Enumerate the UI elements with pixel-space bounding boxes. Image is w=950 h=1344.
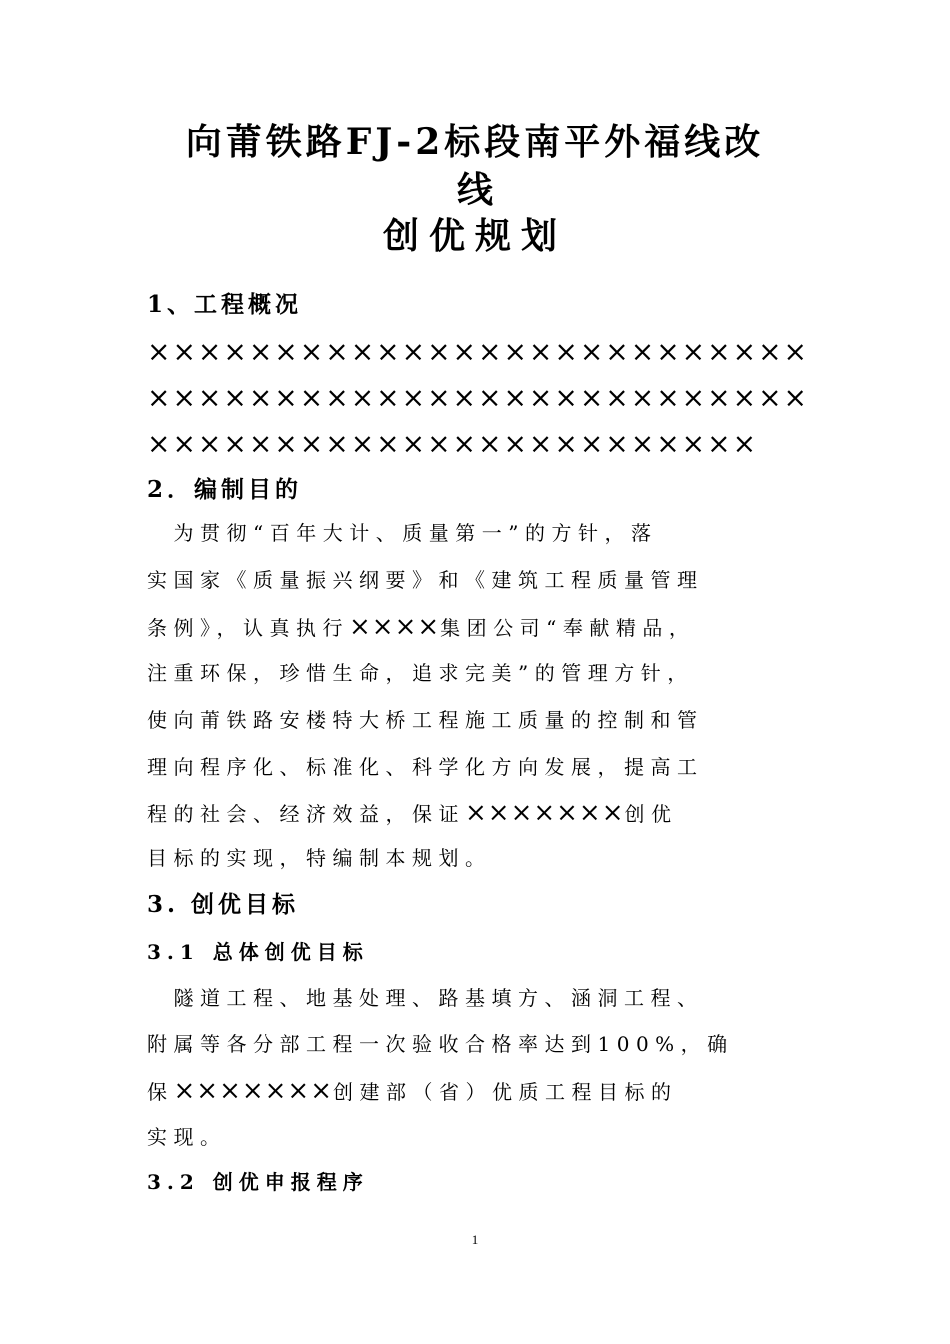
paragraph-line: 保×××××××创建部（省）优质工程目标的: [147, 1076, 678, 1106]
document-title-line-1: 向莆铁路FJ-2标段南平外福线改: [185, 121, 765, 163]
paragraph-line: 实现。: [147, 1125, 227, 1149]
paragraph-line: 条例》，认真执行××××集团公司“奉献精品，: [147, 612, 696, 642]
paragraph-line: 理向程序化、标准化、科学化方向发展，提高工: [147, 755, 704, 779]
paragraph-line: 为贯彻“百年大计、质量第一”的方针，落: [147, 521, 658, 545]
redacted-line: ××××××××××××××××××××××××××: [147, 335, 809, 368]
redaction-mark: ×××××××: [173, 1076, 333, 1106]
section-3-heading: 3. 创优目标: [147, 891, 300, 918]
section-3-2-heading: 3.2 创优申报程序: [147, 1170, 369, 1194]
page-number: 1: [471, 1232, 479, 1247]
document-title-line-2: 线: [456, 169, 493, 211]
section-1-heading: 1、工程概况: [147, 291, 303, 318]
section-3-1-heading: 3.1 总体创优目标: [147, 940, 369, 964]
paragraph-line: 使向莆铁路安楼特大桥工程施工质量的控制和管: [147, 708, 704, 732]
paragraph-line: 注重环保，珍惜生命，追求完美”的管理方针，: [147, 661, 694, 685]
redacted-line: ××××××××××××××××××××××××××: [147, 381, 809, 414]
redaction-mark: ××××: [349, 612, 441, 642]
redacted-line: ××××××××××××××××××××××××: [147, 427, 759, 460]
paragraph-line: 目标的实现，特编制本规划。: [147, 846, 492, 870]
paragraph-line: 隧道工程、地基处理、路基填方、涵洞工程、: [147, 986, 704, 1010]
redaction-mark: ×××××××: [465, 798, 625, 828]
paragraph-line: 程的社会、经济效益，保证×××××××创优: [147, 798, 678, 828]
paragraph-line: 实国家《质量振兴纲要》和《建筑工程质量管理: [147, 568, 704, 592]
section-2-heading: 2．编制目的: [147, 476, 303, 503]
document-title-line-3: 创优规划: [382, 215, 567, 257]
paragraph-line: 附属等各分部工程一次验收合格率达到100%，确: [147, 1032, 734, 1056]
